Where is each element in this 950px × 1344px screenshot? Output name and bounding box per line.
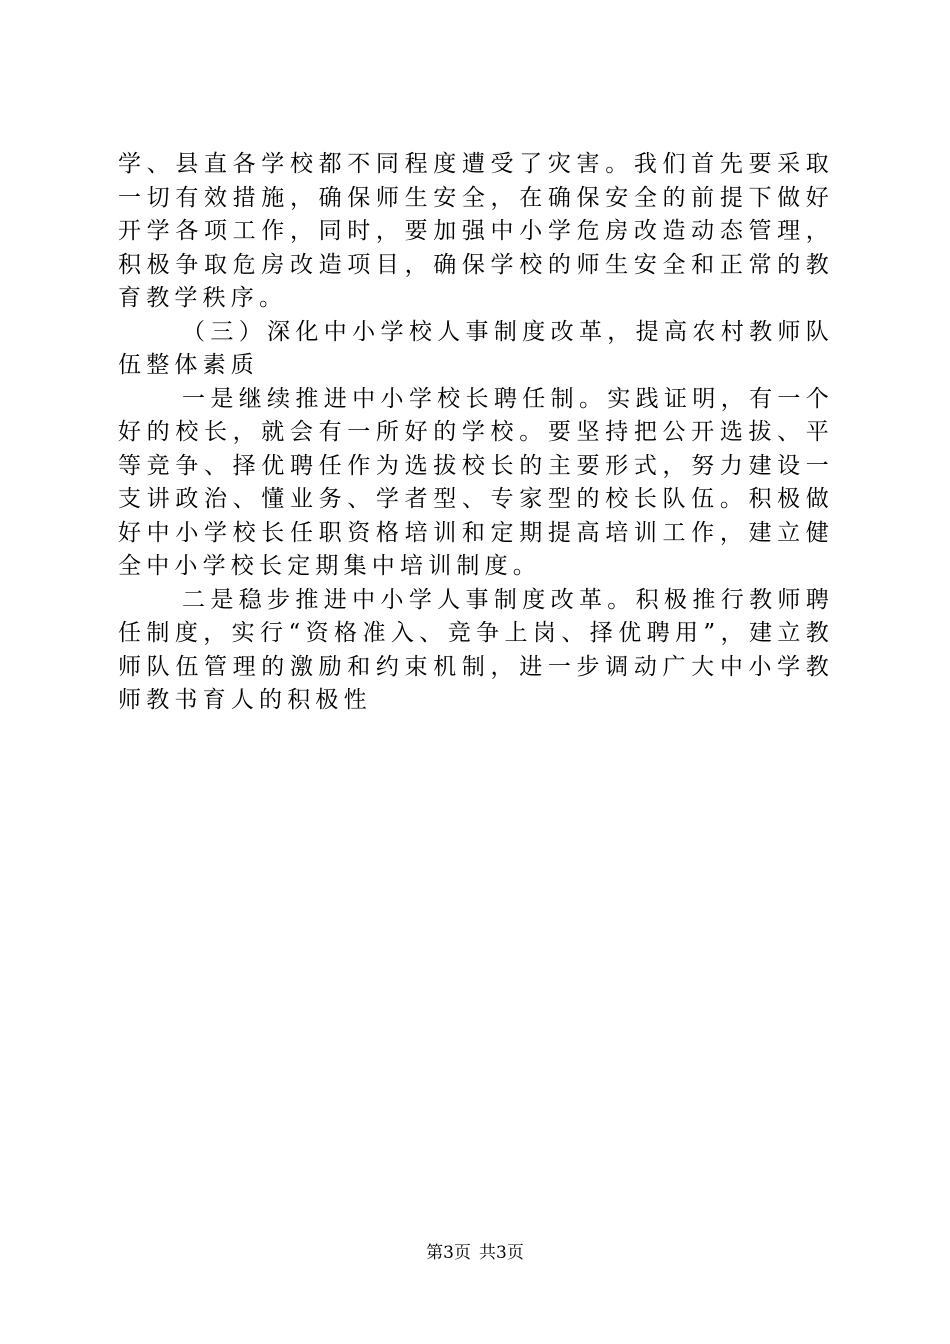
page-footer	[0, 1243, 950, 1263]
section-heading: （三）深化中小学校人事制度改革，提高农村教师队伍整体素质	[118, 318, 834, 378]
paragraph-continuation: 学、县直各学校都不同程度遭受了灾害。我们首先要采取一切有效措施，确保师生安全，在确保安全的前提下做好开学各项工作，同时，要加强中小学危房改造动态管理，积极争取危房改造项目，确保学校的师生安全和正常的教育教学秩序。	[118, 151, 834, 311]
page-number: 第3页	[426, 1243, 471, 1263]
paragraph-personnel-reform: 二是稳步推进中小学人事制度改革。积极推行教师聘任制度，实行“资格准入、竞争上岗、择优聘用”，建立教师队伍管理的激励和约束机制，进一步调动广大中小学教师教书育人的积极性	[118, 586, 834, 713]
paragraph-principal-appointment: 一是继续推进中小学校长聘任制。实践证明，有一个好的校长，就会有一所好的学校。要坚持把公开选拔、平等竞争、择优聘任作为选拔校长的主要形式，努力建设一支讲政治、懂业务、学者型、专家型的校长队伍。积极做好中小学校长任职资格培训和定期提高培训工作，建立健全中小学校长定期集中培训制度。	[118, 385, 834, 579]
page-total: 共3页	[479, 1243, 524, 1263]
document-body	[118, 148, 834, 718]
